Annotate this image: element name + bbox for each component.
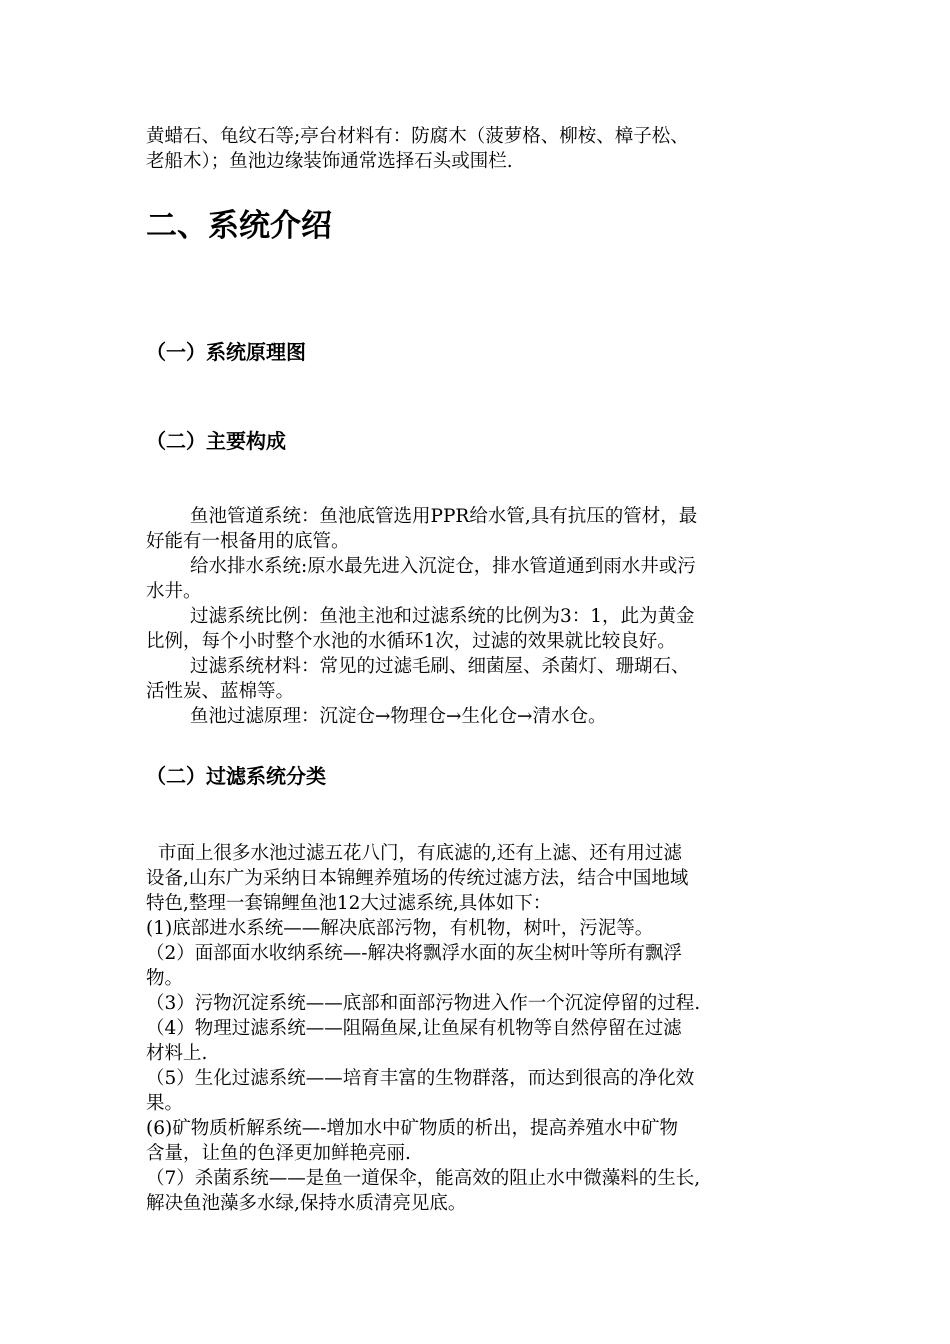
paragraph-line: 特色,整理一套锦鲤鱼池12大过滤系统,具体如下：	[146, 893, 552, 914]
list-item: (1)底部进水系统——解决底部污物，有机物，树叶，污泥等。	[146, 918, 654, 939]
list-item-cont: 含量，让鱼的色泽更加鲜艳亮丽.	[146, 1143, 411, 1164]
list-item-cont: 物。	[146, 968, 184, 989]
paragraph-line: 过滤系统比例：鱼池主池和过滤系统的比例为3：1，此为黄金	[190, 606, 695, 627]
paragraph-line: 水井。	[146, 581, 202, 602]
list-item: （4）物理过滤系统——阻隔鱼屎,让鱼屎有机物等自然停留在过滤	[146, 1018, 682, 1039]
paragraph-line: 活性炭、蓝棉等。	[146, 681, 295, 702]
intro-line-1: 黄蜡石、龟纹石等;亭台材料有：防腐木（菠萝格、柳桉、樟子松、	[146, 126, 689, 147]
list-item-cont: 果。	[146, 1093, 184, 1114]
paragraph-line: 鱼池管道系统：鱼池底管选用PPR给水管,具有抗压的管材，最	[190, 506, 698, 527]
section-title: 二、系统介绍	[146, 208, 332, 244]
paragraph-line: 比例，每个小时整个水池的水循环1次，过滤的效果就比较良好。	[146, 631, 676, 652]
paragraph-line: 好能有一根备用的底管。	[146, 531, 350, 552]
list-item: （7）杀菌系统——是鱼一道保伞，能高效的阻止水中微藻料的生长,	[146, 1168, 701, 1189]
paragraph-line: 设备,山东广为采纳日本锦鲤养殖场的传统过滤方法，结合中国地域	[146, 868, 689, 889]
intro-line-2: 老船木）；鱼池边缘装饰通常选择石头或围栏.	[146, 151, 513, 172]
list-item: (6)矿物质析解系统—-增加水中矿物质的析出，提高养殖水中矿物	[146, 1118, 678, 1139]
subsection-title-composition: （二）主要构成	[146, 429, 286, 453]
paragraph-line: 鱼池过滤原理：沉淀仓→物理仓→生化仓→清水仓。	[190, 706, 607, 727]
paragraph-line: 市面上很多水池过滤五花八门，有底滤的,还有上滤、还有用过滤	[158, 843, 682, 864]
paragraph-line: 给水排水系统:原水最先进入沉淀仓，排水管道通到雨水井或污	[190, 556, 696, 577]
list-item-cont: 解决鱼池藻多水绿,保持水质清亮见底。	[146, 1193, 467, 1214]
list-item: （5）生化过滤系统——培育丰富的生物群落，而达到很高的净化效	[146, 1068, 695, 1089]
subsection-title-filter-types: （二）过滤系统分类	[146, 764, 326, 788]
subsection-title-principle: （一）系统原理图	[146, 340, 306, 364]
paragraph-line: 过滤系统材料：常见的过滤毛刷、细菌屋、杀菌灯、珊瑚石、	[190, 656, 690, 677]
list-item-cont: 材料上.	[146, 1043, 208, 1064]
list-item: （2）面部面水收纳系统—-解决将飘浮水面的灰尘树叶等所有飘浮	[146, 943, 683, 964]
list-item: （3）污物沉淀系统——底部和面部污物进入作一个沉淀停留的过程.	[146, 993, 701, 1014]
